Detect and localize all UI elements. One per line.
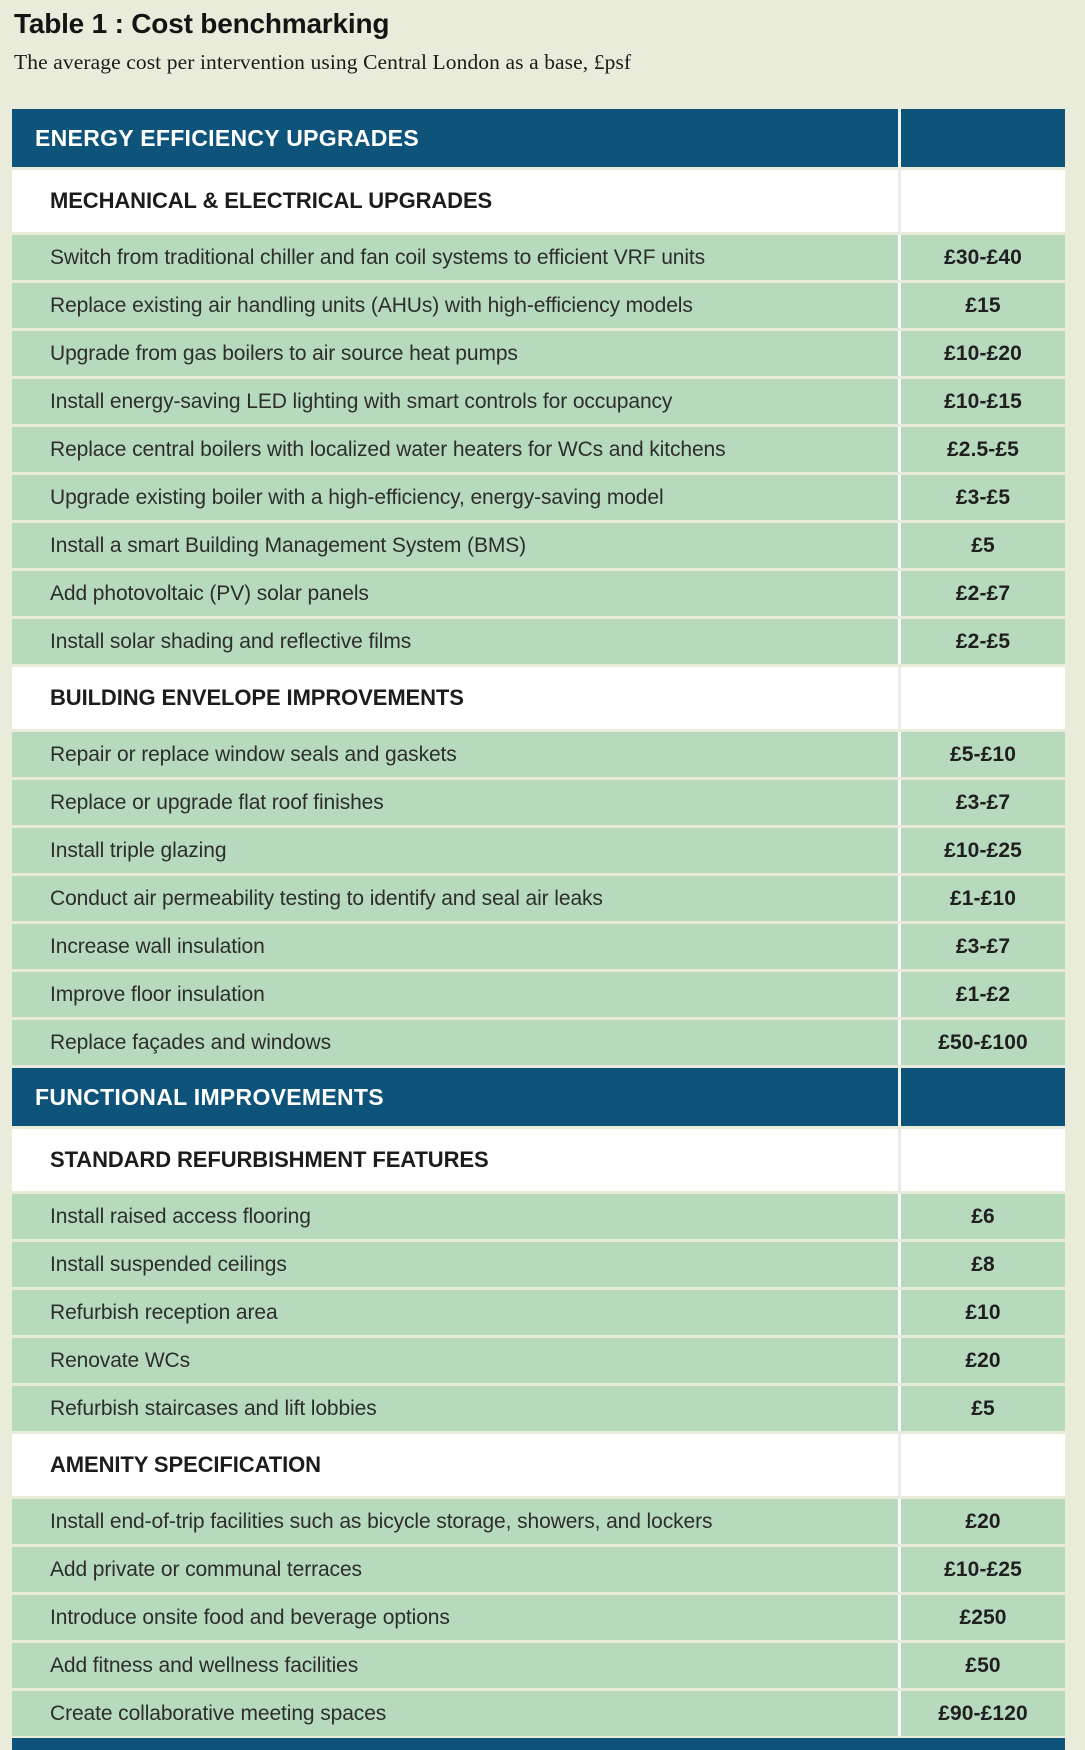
table-row-text-cell	[12, 876, 898, 921]
table-row	[12, 828, 1065, 873]
table-row-text-cell	[12, 972, 898, 1017]
table-row-text-cell	[12, 1338, 898, 1383]
table-row-text-cell	[12, 475, 898, 520]
table-row-text-cell	[12, 331, 898, 376]
table-row-cost-cell	[901, 1338, 1065, 1383]
table-row-text-cell	[12, 571, 898, 616]
table-row-text-cell	[12, 283, 898, 328]
table-row	[12, 427, 1065, 472]
cost-value: £15	[965, 293, 1001, 317]
cost-value: £50-£100	[938, 1030, 1028, 1054]
table-row	[12, 972, 1065, 1017]
table-row	[12, 1242, 1065, 1287]
table-row-label: Add fitness and wellness facilities	[50, 1653, 359, 1677]
section-header-label: ENERGY EFFICIENCY UPGRADES	[35, 124, 419, 151]
table-row-label: Create collaborative meeting spaces	[50, 1701, 387, 1725]
table-row	[12, 379, 1065, 424]
table-row-cost-cell	[901, 331, 1065, 376]
table-row-cost-cell	[901, 379, 1065, 424]
table-row-label: Switch from traditional chiller and fan coil systems to efficient VRF units	[50, 245, 706, 269]
cost-value: £1-£10	[950, 886, 1016, 910]
table-row-label: Install end-of-trip facilities such as bicycle storage, showers, and lockers	[50, 1509, 713, 1533]
table-row-text-cell	[12, 924, 898, 969]
table-row-label: Install raised access flooring	[50, 1204, 311, 1228]
cost-value: £10	[965, 1300, 1001, 1324]
cost-value: £2-£5	[955, 629, 1011, 653]
table-row	[12, 1338, 1065, 1383]
next-section-header-bar	[12, 1738, 1065, 1750]
table-row-text-cell	[12, 1386, 898, 1431]
cost-value: £3-£7	[955, 934, 1011, 958]
table-row-text-cell	[12, 523, 898, 568]
table-row	[12, 283, 1065, 328]
cost-value: £2-£7	[955, 581, 1011, 605]
table-row-cost-cell	[901, 1242, 1065, 1287]
table-row-cost-cell	[901, 1691, 1065, 1736]
group-subheader-text-cell	[12, 1434, 898, 1496]
table-row-label: Upgrade from gas boilers to air source heat pumps	[50, 341, 518, 365]
group-subheader-label: BUILDING ENVELOPE IMPROVEMENTS	[50, 685, 464, 710]
table-row-label: Replace existing air handling units (AHUs) with high-efficiency models	[50, 293, 693, 317]
table-row-cost-cell	[901, 732, 1065, 777]
section-header-text-cell	[12, 109, 898, 167]
table-row-label: Install triple glazing	[50, 838, 227, 862]
table-row-label: Add photovoltaic (PV) solar panels	[50, 581, 369, 605]
table-row-text-cell	[12, 1499, 898, 1544]
table-row-label: Add private or communal terraces	[50, 1557, 362, 1581]
table-row-cost-cell	[901, 523, 1065, 568]
table-row-cost-cell	[901, 283, 1065, 328]
cost-value: £6	[971, 1204, 995, 1228]
cost-value: £3-£7	[955, 790, 1011, 814]
table-row-label: Refurbish staircases and lift lobbies	[50, 1396, 377, 1420]
table-row-label: Repair or replace window seals and gaskets	[50, 742, 457, 766]
table-row-cost-cell	[901, 828, 1065, 873]
page-title: Table 1 : Cost benchmarking	[14, 8, 390, 39]
group-subheader-label: MECHANICAL & ELECTRICAL UPGRADES	[50, 188, 493, 213]
table-row	[12, 235, 1065, 280]
table-row-label: Replace façades and windows	[50, 1030, 331, 1054]
cost-value: £5	[971, 533, 995, 557]
cost-value: £90-£120	[938, 1701, 1028, 1725]
cost-value: £30-£40	[944, 245, 1022, 269]
table-row-label: Refurbish reception area	[50, 1300, 278, 1324]
table-row-label: Introduce onsite food and beverage options	[50, 1605, 450, 1629]
table-row-text-cell	[12, 828, 898, 873]
table-row-text-cell	[12, 1242, 898, 1287]
table-row-label: Install a smart Building Management System (BMS)	[50, 533, 527, 557]
table-row	[12, 1290, 1065, 1335]
table-row-cost-cell	[901, 1595, 1065, 1640]
table-row-label: Upgrade existing boiler with a high-efficiency, energy-saving model	[50, 485, 664, 509]
group-subheader-cost-cell	[901, 667, 1065, 729]
table-row-cost-cell	[901, 475, 1065, 520]
table-row-cost-cell	[901, 972, 1065, 1017]
table-row-label: Renovate WCs	[50, 1348, 191, 1372]
table-row	[12, 876, 1065, 921]
table-row-text-cell	[12, 780, 898, 825]
table-row-text-cell	[12, 235, 898, 280]
group-subheader-text-cell	[12, 667, 898, 729]
group-subheader	[12, 1434, 1065, 1496]
table-row	[12, 1020, 1065, 1065]
cost-value: £5-£10	[950, 742, 1016, 766]
table-row-text-cell	[12, 1595, 898, 1640]
table-row	[12, 1595, 1065, 1640]
table-row-text-cell	[12, 1020, 898, 1065]
cost-value: £3-£5	[955, 485, 1011, 509]
cost-value: £10-£25	[944, 1557, 1022, 1581]
table-row	[12, 1194, 1065, 1239]
table-row-cost-cell	[901, 876, 1065, 921]
table-row	[12, 331, 1065, 376]
table-row-label: Install suspended ceilings	[50, 1252, 287, 1276]
cost-value: £2.5-£5	[947, 437, 1019, 461]
group-subheader	[12, 1129, 1065, 1191]
table-row-text-cell	[12, 1290, 898, 1335]
cost-value: £8	[971, 1252, 995, 1276]
section-header-label: FUNCTIONAL IMPROVEMENTS	[35, 1083, 384, 1110]
table-row	[12, 1386, 1065, 1431]
table-row-cost-cell	[901, 427, 1065, 472]
table-row-cost-cell	[901, 1386, 1065, 1431]
section-header	[12, 109, 1065, 167]
group-subheader-text-cell	[12, 1129, 898, 1191]
table-row-cost-cell	[901, 1547, 1065, 1592]
table-row-text-cell	[12, 1643, 898, 1688]
table-row-cost-cell	[901, 1643, 1065, 1688]
table-row-cost-cell	[901, 924, 1065, 969]
table-row-cost-cell	[901, 1194, 1065, 1239]
cost-value: £10-£20	[944, 341, 1022, 365]
table-row	[12, 732, 1065, 777]
table-row-label: Install solar shading and reflective films	[50, 629, 412, 653]
table-row-label: Replace central boilers with localized water heaters for WCs and kitchens	[50, 437, 726, 461]
group-subheader-cost-cell	[901, 1129, 1065, 1191]
table-row-cost-cell	[901, 1499, 1065, 1544]
table-row-cost-cell	[901, 1020, 1065, 1065]
table-row-cost-cell	[901, 571, 1065, 616]
table-row-text-cell	[12, 1691, 898, 1736]
table-row	[12, 1547, 1065, 1592]
table-row	[12, 475, 1065, 520]
cost-value: £50	[965, 1653, 1001, 1677]
table-row	[12, 523, 1065, 568]
page-subtitle: The average cost per intervention using Central London as a base, £psf	[14, 50, 632, 74]
table-row-text-cell	[12, 732, 898, 777]
section-header-cost-cell	[901, 1068, 1065, 1126]
table-row-cost-cell	[901, 1290, 1065, 1335]
group-subheader-text-cell	[12, 170, 898, 232]
table-row-label: Conduct air permeability testing to identify and seal air leaks	[50, 886, 603, 910]
cost-value: £20	[965, 1348, 1001, 1372]
cost-value: £10-£15	[944, 389, 1022, 413]
group-subheader-label: AMENITY SPECIFICATION	[50, 1452, 321, 1477]
table-row	[12, 1643, 1065, 1688]
group-subheader	[12, 667, 1065, 729]
section-header-text-cell	[12, 1068, 898, 1126]
table-row	[12, 1691, 1065, 1736]
table-row-text-cell	[12, 1194, 898, 1239]
table-row-label: Replace or upgrade flat roof finishes	[50, 790, 384, 814]
cost-value: £5	[971, 1396, 995, 1420]
table-row-cost-cell	[901, 235, 1065, 280]
group-subheader	[12, 170, 1065, 232]
table-row	[12, 780, 1065, 825]
table-row-label: Increase wall insulation	[50, 934, 265, 958]
table-row-text-cell	[12, 619, 898, 664]
table-row	[12, 571, 1065, 616]
group-subheader-label: STANDARD REFURBISHMENT FEATURES	[50, 1147, 489, 1172]
section-header-cost-cell	[901, 109, 1065, 167]
section-header	[12, 1068, 1065, 1126]
table-row-text-cell	[12, 1547, 898, 1592]
group-subheader-cost-cell	[901, 1434, 1065, 1496]
table-row-cost-cell	[901, 619, 1065, 664]
cost-table	[12, 109, 1065, 1736]
table-row-label: Install energy-saving LED lighting with smart controls for occupancy	[50, 389, 673, 413]
table-row	[12, 619, 1065, 664]
table-row-label: Improve floor insulation	[50, 982, 265, 1006]
table-row-cost-cell	[901, 780, 1065, 825]
cost-value: £20	[965, 1509, 1001, 1533]
cost-value: £250	[959, 1605, 1007, 1629]
cost-value: £1-£2	[955, 982, 1011, 1006]
table-row	[12, 924, 1065, 969]
group-subheader-cost-cell	[901, 170, 1065, 232]
table-row	[12, 1499, 1065, 1544]
cost-value: £10-£25	[944, 838, 1022, 862]
table-row-text-cell	[12, 379, 898, 424]
table-row-text-cell	[12, 427, 898, 472]
